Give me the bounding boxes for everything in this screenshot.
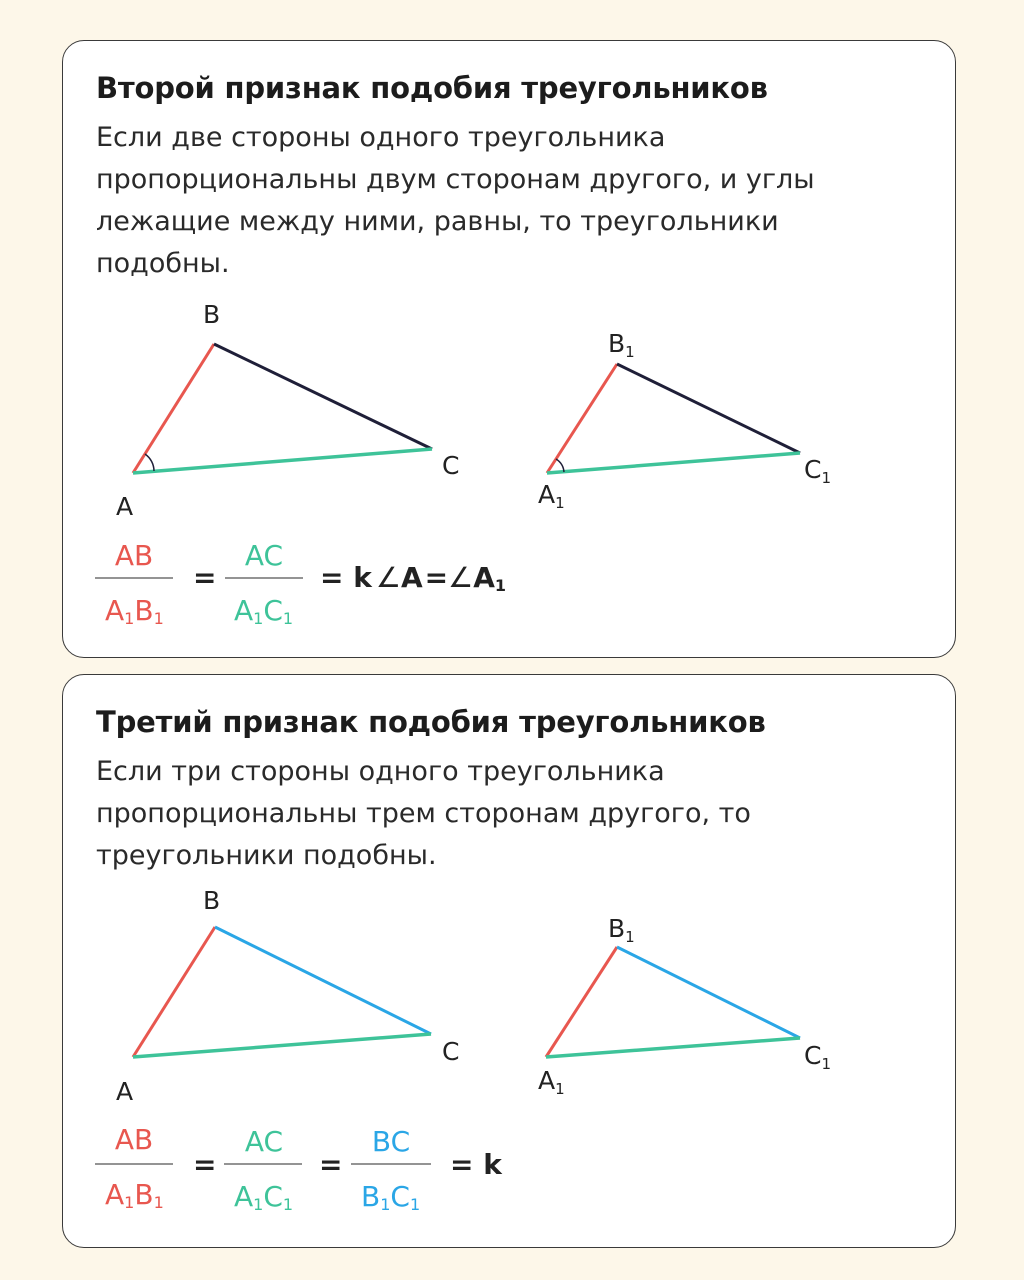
description-line: пропорциональны двум сторонам другого, и углы: [96, 164, 815, 195]
fraction-ab-numerator: AB: [114, 539, 154, 572]
side-bc: [215, 927, 431, 1034]
fraction-ab-numerator: AB: [114, 1123, 154, 1156]
fraction-a1c1-denominator: A1C1: [234, 1180, 294, 1214]
fraction-ac-numerator: AC: [244, 539, 284, 572]
angle-a-arc: [145, 454, 154, 471]
vertex-a1-label: $A_1$: [538, 1066, 565, 1098]
equals-sign: =: [319, 1148, 343, 1181]
vertex-b1-label: $B_1$: [608, 329, 635, 361]
vertex-b-label: B: [203, 886, 221, 915]
side-a1c1: [546, 1038, 800, 1057]
triangles-figure: [63, 675, 957, 1249]
fraction-b1c1-denominator: B1C1: [361, 1180, 421, 1214]
fraction-ac-numerator: AC: [244, 1125, 284, 1158]
vertex-b-label: B: [203, 300, 221, 329]
vertex-a-label: A: [116, 492, 134, 521]
card-title: Третий признак подобия треугольников: [96, 705, 766, 739]
ratio-k: = k: [450, 1148, 502, 1181]
proportion-formula: [95, 1123, 503, 1214]
side-a1b1: [547, 364, 617, 473]
proportion-formula: [95, 539, 506, 628]
equals-sign: =: [193, 1148, 217, 1181]
description-line: пропорциональны трем сторонам другого, то: [96, 798, 751, 829]
side-a1c1: [547, 453, 800, 473]
fraction-a1b1-denominator: A1B1: [105, 1178, 164, 1212]
vertex-c-label: C: [442, 1037, 460, 1066]
triangles-figure: [63, 41, 957, 659]
fraction-a1b1-denominator: A1B1: [105, 594, 164, 628]
vertex-c1-label: $C_1$: [804, 455, 832, 487]
description-line: Если три стороны одного треугольника: [96, 756, 665, 787]
side-b1c1: [617, 364, 800, 453]
vertex-a-label: A: [116, 1077, 134, 1106]
second-similarity-criterion-card: [62, 40, 956, 658]
vertex-c-label: C: [442, 451, 460, 480]
fraction-a1c1-denominator: A1C1: [234, 594, 294, 628]
side-a1b1: [546, 947, 617, 1057]
fraction-bc-numerator: BC: [371, 1125, 411, 1158]
description-line: подобны.: [96, 248, 230, 279]
equals-sign: =: [193, 561, 217, 594]
triangle-a1b1c1: [538, 329, 831, 512]
triangle-abc: [116, 300, 459, 521]
side-bc: [214, 344, 432, 449]
description-line: треугольники подобны.: [96, 840, 437, 871]
card-title: Второй признак подобия треугольников: [96, 71, 768, 105]
vertex-c1-label: $C_1$: [804, 1041, 832, 1073]
third-similarity-criterion-card: [62, 674, 956, 1248]
description-line: лежащие между ними, равны, то треугольники: [96, 206, 779, 237]
side-ab: [133, 344, 214, 473]
side-ac: [133, 449, 432, 473]
vertex-b1-label: $B_1$: [608, 914, 635, 946]
side-ab: [133, 927, 215, 1057]
vertex-a1-label: $A_1$: [538, 480, 565, 512]
description-line: Если две стороны одного треугольника: [96, 122, 666, 153]
side-ac: [133, 1034, 431, 1057]
side-b1c1: [617, 947, 800, 1038]
triangle-abc: [116, 886, 459, 1106]
triangle-a1b1c1: [538, 914, 831, 1098]
ratio-k-and-angles: = k ∠A=∠A1: [320, 561, 507, 595]
